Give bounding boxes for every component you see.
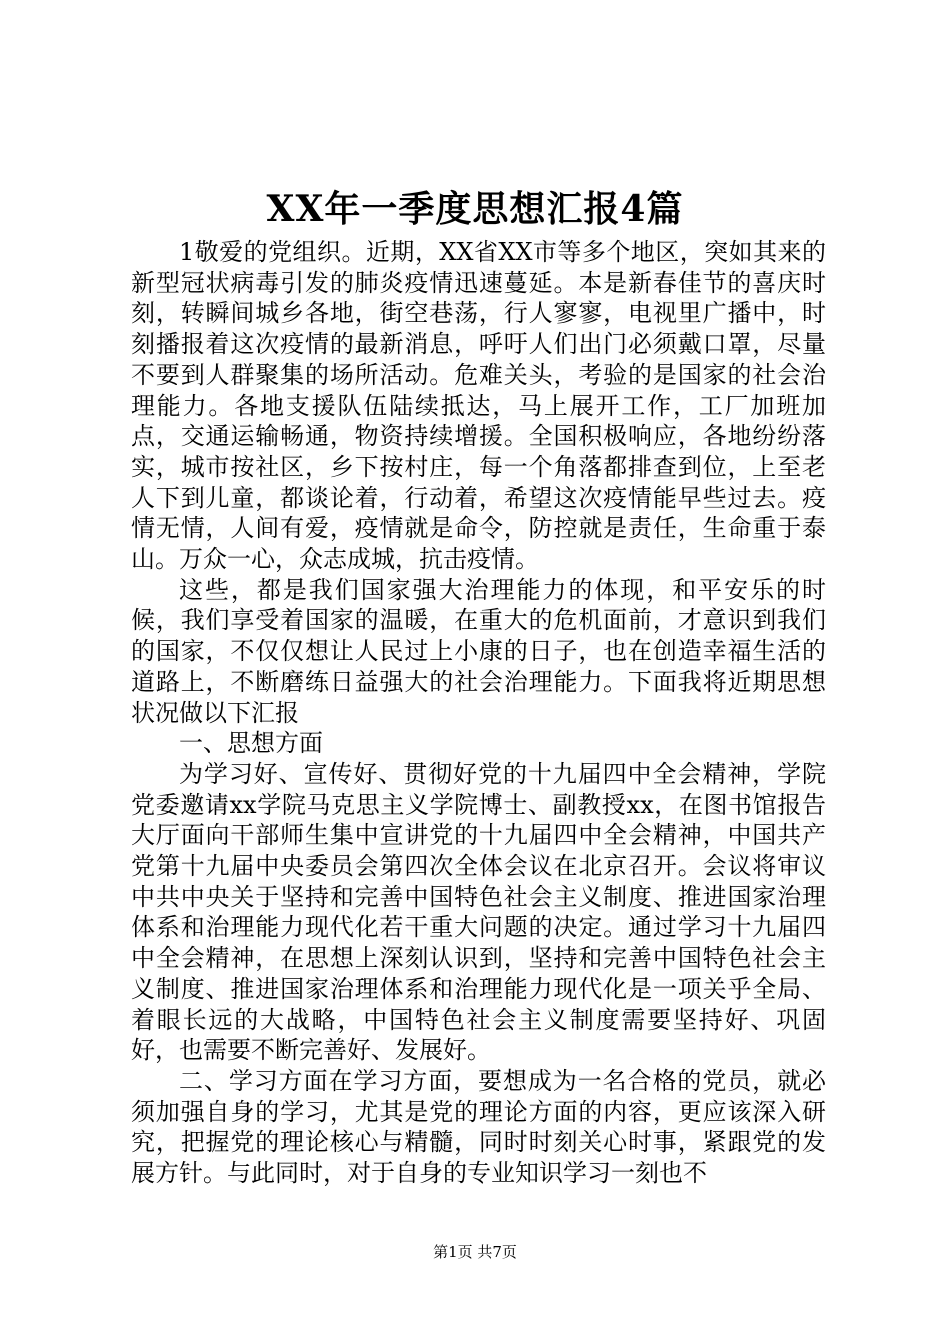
paragraph-study: 二、学习方面在学习方面，要想成为一名合格的党员，就必须加强自身的学习，尤其是党的理论方面的内容，更应该深入研究，把握党的理论核心与精髓，同时时刻关心时事，紧跟党的发展方针。与此同时，对于自身的专业知识学习一刻也不 [131,1066,826,1188]
paragraph-intro: 1敬爱的党组织。近期，XX省XX市等多个地区，突如其来的新型冠状病毒引发的肺炎疫情迅速蔓延。本是新春佳节的喜庆时刻，转瞬间城乡各地，街空巷荡，行人寥寥，电视里广播中，时刻播报着这次疫情的最新消息，呼吁人们出门必须戴口罩，尽量不要到人群聚集的场所活动。危难关头，考验的是国家的社会治理能力。各地支援队伍陆续抵达，马上展开工作，工厂加班加点，交通运输畅通，物资持续增援。全国积极响应，各地纷纷落实，城市按社区，乡下按村庄，每一个角落都排查到位，上至老人下到儿童，都谈论着，行动着，希望这次疫情能早些过去。疫情无情，人间有爱，疫情就是命令，防控就是责任，生命重于泰山。万众一心，众志成城，抗击疫情。 [131,238,826,574]
section-heading-thought: 一、思想方面 [179,729,323,758]
page-number-footer: 第1页 共7页 [433,1243,517,1261]
document-body [131,237,826,1189]
document-title: XX年一季度思想汇报4篇 [266,188,684,230]
paragraph-summary: 这些，都是我们国家强大治理能力的体现，和平安乐的时候，我们享受着国家的温暖，在重大的危机面前，才意识到我们的国家，不仅仅想让人民过上小康的日子，也在创造幸福生活的道路上，不断磨练日益强大的社会治理能力。下面我将近期思想状况做以下汇报 [131,575,826,727]
paragraph-thought: 为学习好、宣传好、贯彻好党的十九届四中全会精神，学院党委邀请xx学院马克思主义学院博士、副教授xx，在图书馆报告大厅面向干部师生集中宣讲党的十九届四中全会精神，中国共产党第十九届中央委员会第四次全体会议在北京召开。会议将审议中共中央关于坚持和完善中国特色社会主义制度、推进国家治理体系和治理能力现代化若干重大问题的决定。通过学习十九届四中全会精神，在思想上深刻认识到，坚持和完善中国特色社会主义制度、推进国家治理体系和治理能力现代化是一项关乎全局、着眼长远的大战略，中国特色社会主义制度需要坚持好、巩固好，也需要不断完善好、发展好。 [131,759,826,1065]
